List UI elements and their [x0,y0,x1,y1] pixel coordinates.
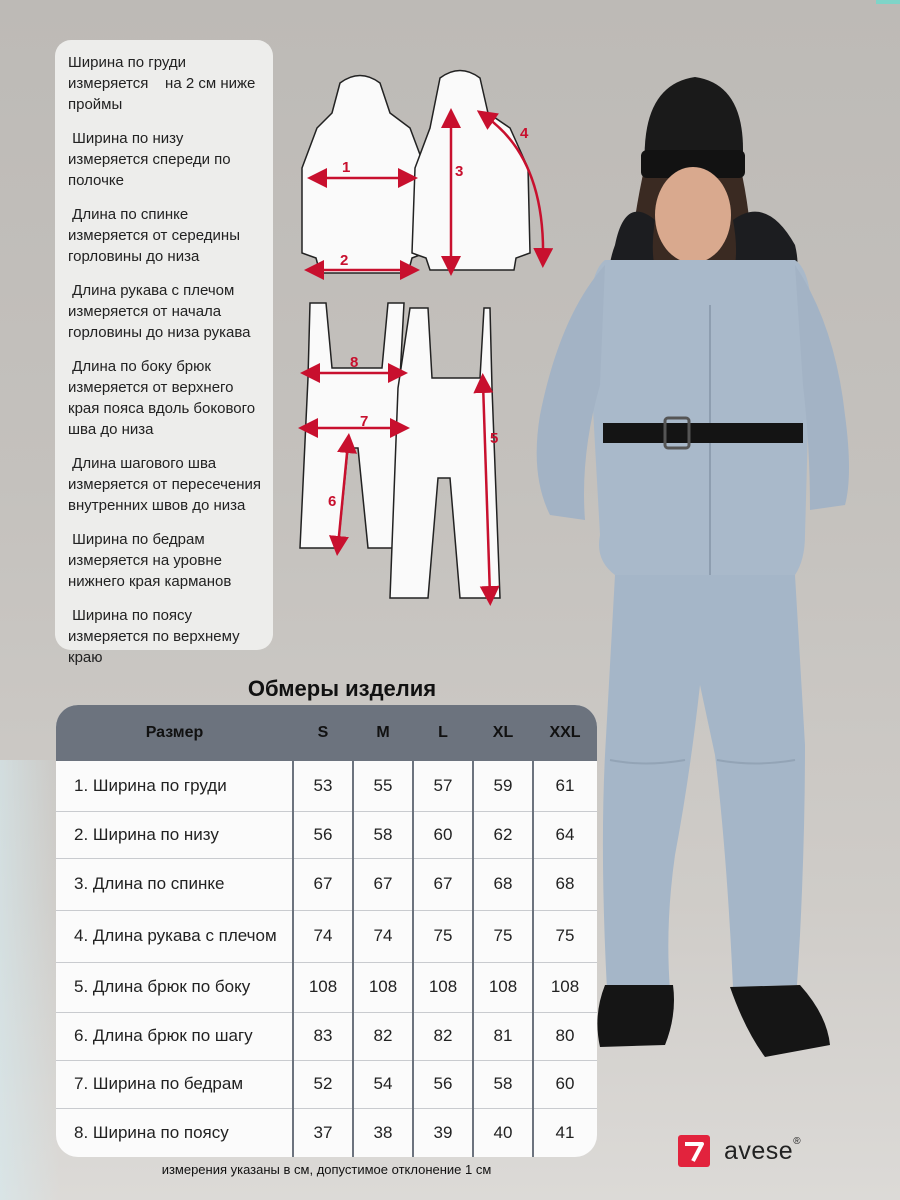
header-size: Размер [145,724,204,741]
cell-m: 74 [373,926,393,945]
cell-l: 39 [433,1122,453,1142]
header-l: L [438,724,448,741]
cell-l: 57 [433,776,453,795]
row-divider [56,910,597,911]
pants-front-sketch [300,303,406,548]
garment-measurement-diagrams [280,58,570,618]
cell-s: 53 [313,776,333,795]
column-divider [532,705,534,1157]
row-divider [56,811,597,812]
cell-l: 56 [433,1074,453,1093]
measure-label-6: 6 [328,493,337,510]
column-divider [292,705,294,1157]
cell-m: 108 [368,977,398,996]
cell-xl: 81 [493,1026,513,1045]
measure-label-5: 5 [490,430,499,447]
description-text: Ширина по низу измеряется спереди по полочке [68,130,231,189]
measure-label-3: 3 [455,163,464,180]
registered-mark: ® [793,1136,801,1147]
header-m: M [376,724,390,741]
row-divider [56,858,597,859]
row-name: 2. Ширина по низу [74,824,219,844]
measurement-descriptions-panel [55,40,273,666]
table-row [56,1060,597,1108]
right-boot-icon [730,985,830,1057]
cell-l: 82 [433,1026,453,1045]
description-item [68,356,265,440]
cell-l: 67 [433,874,453,893]
avese-logo-icon [676,1133,712,1169]
cell-xl: 108 [488,977,518,996]
cell-m: 67 [373,874,393,893]
column-divider [412,705,414,1157]
row-name: 3. Длина по спинке [74,874,225,893]
table-row [56,962,597,1012]
table-row [56,1012,597,1060]
description-item [68,128,265,191]
description-item [68,204,265,267]
measure-label-2: 2 [340,252,349,269]
cell-m: 58 [373,824,393,844]
description-text: Длина по боку брюк измеряется от верхнего края пояса вдоль бокового шва до низа [68,358,256,438]
cell-xxl: 60 [555,1074,575,1093]
cell-s: 83 [313,1026,333,1045]
cell-s: 52 [313,1074,333,1093]
measure-label-7: 7 [360,413,369,430]
row-name: 5. Длина брюк по боку [74,977,251,996]
measurement-footnote: измерения указаны в см, допустимое отклонение 1 см [161,1162,492,1177]
pants-back-sketch [390,308,500,598]
cell-m: 55 [373,776,393,795]
left-boot-icon [597,985,674,1047]
face [655,167,731,263]
description-item [68,52,265,115]
row-divider [56,1012,597,1013]
description-item [68,280,265,343]
cell-l: 75 [433,926,453,945]
cell-xxl: 68 [555,874,575,893]
jacket-back-sketch [412,71,530,271]
left-background-fade [0,760,60,1200]
cell-s: 56 [313,824,333,844]
cell-s: 67 [313,874,333,893]
description-item [68,605,265,668]
cell-xxl: 64 [555,824,575,844]
cell-m: 38 [373,1122,393,1142]
row-name: 7. Ширина по бедрам [74,1074,244,1093]
row-name: 8. Ширина по поясу [74,1122,229,1142]
belt [603,423,803,443]
cell-xxl: 41 [555,1122,575,1142]
description-item [68,529,265,592]
brand-name: avese [724,1136,794,1165]
description-text: Длина рукава с плечом измеряется от начала горловины до низа рукава [68,282,251,341]
cell-s: 74 [313,926,333,945]
table-row [56,858,597,910]
table-header-row [56,705,597,761]
row-name: 1. Ширина по груди [74,776,227,795]
cell-xl: 40 [493,1122,513,1142]
cell-l: 60 [433,824,453,844]
header-s: S [317,724,329,741]
column-divider [352,705,354,1157]
cell-m: 82 [373,1026,393,1045]
cell-s: 37 [313,1122,333,1142]
description-item [68,453,265,516]
cell-xl: 62 [493,824,513,844]
header-xxl: XXL [549,724,581,741]
row-divider [56,1060,597,1061]
cell-xl: 59 [493,776,513,795]
cell-m: 54 [373,1074,393,1093]
cell-l: 108 [428,977,458,996]
jacket-front-sketch [302,76,425,274]
row-divider [56,1108,597,1109]
cell-xxl: 108 [550,977,580,996]
cell-xl: 58 [493,1074,513,1093]
table-row [56,1108,597,1157]
table-row [56,761,597,811]
measure-label-8: 8 [350,354,359,371]
brand-logo [676,1130,836,1172]
column-divider [472,705,474,1157]
cell-s: 108 [308,977,338,996]
description-text: Длина шагового шва измеряется от пересечения внутренних швов до низа [68,455,262,514]
corner-accent [876,0,900,4]
measure-label-4: 4 [520,125,529,142]
measure-label-1: 1 [342,159,351,176]
header-xl: XL [492,724,514,741]
table-row [56,811,597,858]
description-text: Ширина по бедрам измеряется на уровне нижнего края карманов [68,531,232,590]
cell-xxl: 80 [555,1026,575,1045]
ski-pants [603,575,805,990]
cell-xxl: 61 [555,776,575,795]
table-title: Обмеры изделия [247,676,437,701]
row-name: 6. Длина брюк по шагу [74,1026,253,1045]
description-text: Ширина по поясу измеряется по верхнему краю [68,607,240,666]
row-name: 4. Длина рукава с плечом [74,926,277,945]
row-divider [56,962,597,963]
cell-xl: 68 [493,874,513,893]
cell-xxl: 75 [555,926,575,945]
description-text: Ширина по груди измеряется на 2 см ниже проймы [68,54,256,113]
table-row [56,910,597,962]
size-table [56,705,597,1157]
jacket [589,260,812,575]
description-text: Длина по спинке измеряется от середины горловины до низа [68,206,240,265]
cell-xl: 75 [493,926,513,945]
